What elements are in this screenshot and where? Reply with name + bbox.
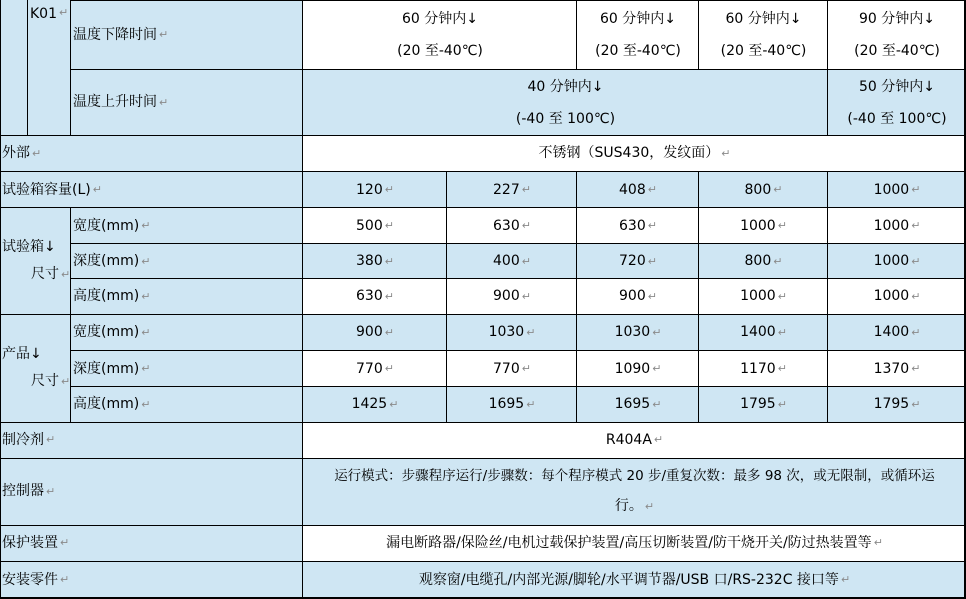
chamber-height-label: 高度(mm) bbox=[73, 288, 140, 305]
temp-down-cell-4 bbox=[828, 0, 966, 70]
chamber-height-cell-5: 1000 ↵ bbox=[828, 279, 966, 314]
product-width-cell-5: 1400 ↵ bbox=[828, 314, 966, 351]
chamber-width-cell-2: 630 ↵ bbox=[447, 208, 577, 244]
temp-up-2-line1: 50 分钟内↓ bbox=[859, 78, 935, 95]
product-width-value: 1030 bbox=[614, 324, 651, 341]
chamber-depth-label: 深度(mm) bbox=[73, 253, 140, 270]
chamber-height-value: 630 bbox=[356, 288, 383, 305]
temp-down-3-line1: 60 分钟内↓ bbox=[725, 11, 802, 27]
chamber-width-cell-5: 1000 ↵ bbox=[828, 208, 966, 244]
chamber-size-label-line2: 尺寸 bbox=[31, 266, 59, 282]
temp-up-1-line1: 40 分钟内↓ bbox=[527, 78, 604, 95]
chamber-size-label-cell: 试验箱↓ 尺寸 ↵ bbox=[0, 208, 71, 314]
capacity-label-cell: 试验箱容量(L) ↵ bbox=[0, 172, 303, 208]
chamber-depth-cell-3: 720 ↵ bbox=[577, 244, 699, 279]
product-depth-value: 770 bbox=[493, 360, 520, 377]
product-depth-value: 1170 bbox=[740, 360, 776, 377]
capacity-value: 120 bbox=[356, 181, 383, 198]
chamber-depth-label-cell: 深度(mm) ↵ bbox=[71, 244, 303, 279]
product-size-label-line2: 尺寸 bbox=[31, 373, 59, 389]
product-height-value: 1795 bbox=[873, 396, 910, 413]
product-height-label: 高度(mm) bbox=[73, 396, 140, 413]
chamber-depth-value: 720 bbox=[619, 253, 646, 270]
temp-up-cell-2 bbox=[828, 70, 966, 135]
temp-down-cell-2 bbox=[577, 0, 699, 70]
product-size-label-cell: 产品↓ 尺寸 ↵ bbox=[0, 314, 71, 422]
exterior-value: 不锈钢（SUS430，发纹面） bbox=[538, 145, 720, 162]
chamber-width-value: 1000 bbox=[740, 217, 776, 234]
product-depth-cell-2: 770 ↵ bbox=[447, 351, 577, 387]
protection-label-cell: 保护装置 ↵ bbox=[0, 525, 303, 561]
chamber-width-label-cell: 宽度(mm) ↵ bbox=[71, 208, 303, 244]
chamber-depth-cell-4: 800 ↵ bbox=[699, 244, 828, 279]
chamber-size-label-line1: 试验箱↓ bbox=[2, 239, 56, 256]
chamber-width-value: 630 bbox=[619, 217, 646, 234]
product-depth-label-cell: 深度(mm) ↵ bbox=[71, 351, 303, 387]
product-width-cell-2: 1030 ↵ bbox=[447, 314, 577, 351]
product-width-cell-1: 900 ↵ bbox=[303, 314, 447, 351]
temp-down-cell-3 bbox=[699, 0, 828, 70]
controller-value-cell: 运行模式：步骤程序运行/步骤数：每个程序模式 20 步/重复次数：最多 98 次，或无限制，或循环运 行。 ↵ bbox=[303, 458, 966, 525]
product-height-cell-2: 1695 ↵ bbox=[447, 387, 577, 422]
chamber-width-value: 630 bbox=[493, 217, 520, 234]
product-height-cell-4: 1795 ↵ bbox=[699, 387, 828, 422]
accessories-value: 观察窗/电缆孔/内部光源/脚轮/水平调节器/USB 口/RS-232C 接口等 bbox=[418, 571, 839, 588]
product-height-label-cell: 高度(mm) ↵ bbox=[71, 387, 303, 422]
chamber-height-cell-3: 900 ↵ bbox=[577, 279, 699, 314]
exterior-value-cell: 不锈钢（SUS430，发纹面） ↵ bbox=[303, 135, 966, 172]
product-height-value: 1695 bbox=[614, 396, 651, 413]
product-width-cell-3: 1030 ↵ bbox=[577, 314, 699, 351]
capacity-cell-5: 1000 ↵ bbox=[828, 172, 966, 208]
product-depth-cell-5: 1370 ↵ bbox=[828, 351, 966, 387]
refrigerant-label: 制冷剂 bbox=[2, 431, 44, 448]
product-width-label: 宽度(mm) bbox=[73, 324, 140, 341]
chamber-height-cell-2: 900 ↵ bbox=[447, 279, 577, 314]
capacity-cell-1: 120 ↵ bbox=[303, 172, 447, 208]
chamber-height-value: 1000 bbox=[873, 288, 910, 305]
temp-up-label: 温度上升时间 bbox=[73, 94, 157, 111]
temp-down-4-line2: (20 至-40℃) bbox=[854, 43, 940, 59]
product-height-value: 1795 bbox=[740, 396, 776, 413]
chamber-height-label-cell: 高度(mm) ↵ bbox=[71, 279, 303, 314]
chamber-depth-cell-5: 1000 ↵ bbox=[828, 244, 966, 279]
product-depth-cell-3: 1090 ↵ bbox=[577, 351, 699, 387]
temp-down-2-line2: (20 至-40℃) bbox=[595, 43, 681, 59]
chamber-width-cell-4: 1000 ↵ bbox=[699, 208, 828, 244]
accessories-label-cell: 安装零件 ↵ bbox=[0, 561, 303, 599]
temp-down-cell-1 bbox=[303, 0, 577, 70]
product-height-cell-1: 1425 ↵ bbox=[303, 387, 447, 422]
chamber-width-cell-1: 500 ↵ bbox=[303, 208, 447, 244]
model-cell: K01 ↵ bbox=[27, 0, 71, 135]
product-depth-label: 深度(mm) bbox=[73, 360, 140, 377]
product-width-value: 1400 bbox=[740, 324, 776, 341]
capacity-value: 227 bbox=[493, 181, 520, 198]
protection-label: 保护装置 bbox=[2, 534, 58, 551]
capacity-value: 800 bbox=[744, 181, 772, 198]
temp-down-label-cell: 温度下降时间 ↵ bbox=[71, 0, 303, 70]
chamber-height-cell-4: 1000 ↵ bbox=[699, 279, 828, 314]
chamber-height-value: 900 bbox=[619, 288, 646, 305]
product-width-cell-4: 1400 ↵ bbox=[699, 314, 828, 351]
protection-value: 漏电断路器/保险丝/电机过载保护装置/高压切断装置/防干烧开关/防过热装置等 bbox=[386, 534, 872, 551]
capacity-cell-2: 227 ↵ bbox=[447, 172, 577, 208]
temp-up-2-line2: (-40 至 100℃) bbox=[847, 110, 947, 127]
product-height-cell-3: 1695 ↵ bbox=[577, 387, 699, 422]
temp-down-1-line2: (20 至-40℃) bbox=[397, 43, 483, 59]
capacity-value: 408 bbox=[619, 181, 646, 198]
row-header-blank bbox=[0, 0, 27, 135]
controller-text-line1: 运行模式：步骤程序运行/步骤数：每个程序模式 20 步/重复次数：最多 98 次，或无限制，或循环运 bbox=[334, 468, 935, 484]
chamber-depth-cell-1: 380 ↵ bbox=[303, 244, 447, 279]
product-height-value: 1425 bbox=[351, 396, 388, 413]
exterior-label-cell: 外部 ↵ bbox=[0, 135, 303, 172]
accessories-label: 安装零件 bbox=[2, 571, 58, 588]
chamber-width-cell-3: 630 ↵ bbox=[577, 208, 699, 244]
exterior-label: 外部 bbox=[2, 145, 30, 162]
product-width-value: 1030 bbox=[488, 324, 525, 341]
chamber-depth-value: 400 bbox=[493, 253, 520, 270]
chamber-depth-cell-2: 400 ↵ bbox=[447, 244, 577, 279]
temp-up-label-cell: 温度上升时间 ↵ bbox=[71, 70, 303, 135]
model-label: K01 bbox=[30, 6, 57, 22]
capacity-cell-3: 408 ↵ bbox=[577, 172, 699, 208]
product-depth-value: 1090 bbox=[614, 360, 651, 377]
chamber-width-value: 1000 bbox=[873, 217, 910, 234]
chamber-depth-value: 1000 bbox=[873, 253, 910, 270]
temp-down-3-line2: (20 至-40℃) bbox=[720, 43, 807, 59]
product-depth-cell-1: 770 ↵ bbox=[303, 351, 447, 387]
temp-down-label: 温度下降时间 bbox=[73, 26, 157, 43]
chamber-depth-value: 800 bbox=[744, 253, 772, 270]
chamber-height-cell-1: 630 ↵ bbox=[303, 279, 447, 314]
protection-value-cell: 漏电断路器/保险丝/电机过载保护装置/高压切断装置/防干烧开关/防过热装置等 ↵ bbox=[303, 525, 966, 561]
product-width-value: 900 bbox=[356, 324, 383, 341]
chamber-width-label: 宽度(mm) bbox=[73, 217, 140, 234]
chamber-height-value: 1000 bbox=[740, 288, 776, 305]
product-depth-cell-4: 1170 ↵ bbox=[699, 351, 828, 387]
capacity-value: 1000 bbox=[873, 181, 910, 198]
controller-label-cell: 控制器 ↵ bbox=[0, 458, 303, 525]
chamber-depth-value: 380 bbox=[356, 253, 383, 270]
product-height-cell-5: 1795 ↵ bbox=[828, 387, 966, 422]
product-width-value: 1400 bbox=[873, 324, 910, 341]
chamber-width-value: 500 bbox=[356, 217, 383, 234]
product-depth-value: 1370 bbox=[873, 360, 910, 377]
controller-label: 控制器 bbox=[2, 483, 44, 500]
product-depth-value: 770 bbox=[356, 360, 383, 377]
temp-down-4-line1: 90 分钟内↓ bbox=[859, 11, 935, 27]
refrigerant-value-cell: R404A ↵ bbox=[303, 422, 966, 458]
capacity-label: 试验箱容量(L) bbox=[2, 181, 91, 198]
temp-down-2-line1: 60 分钟内↓ bbox=[600, 11, 676, 27]
temp-up-1-line2: (-40 至 100℃) bbox=[515, 110, 616, 127]
accessories-value-cell: 观察窗/电缆孔/内部光源/脚轮/水平调节器/USB 口/RS-232C 接口等 ↵ bbox=[303, 561, 966, 599]
temp-up-cell-1 bbox=[303, 70, 828, 135]
controller-text-line2: 行。 bbox=[614, 498, 643, 514]
product-width-label-cell: 宽度(mm) ↵ bbox=[71, 314, 303, 351]
refrigerant-value: R404A bbox=[605, 431, 652, 448]
product-size-label-line1: 产品↓ bbox=[2, 346, 42, 363]
refrigerant-label-cell: 制冷剂 ↵ bbox=[0, 422, 303, 458]
chamber-height-value: 900 bbox=[493, 288, 520, 305]
product-height-value: 1695 bbox=[488, 396, 525, 413]
temp-down-1-line1: 60 分钟内↓ bbox=[402, 11, 478, 27]
capacity-cell-4: 800 ↵ bbox=[699, 172, 828, 208]
